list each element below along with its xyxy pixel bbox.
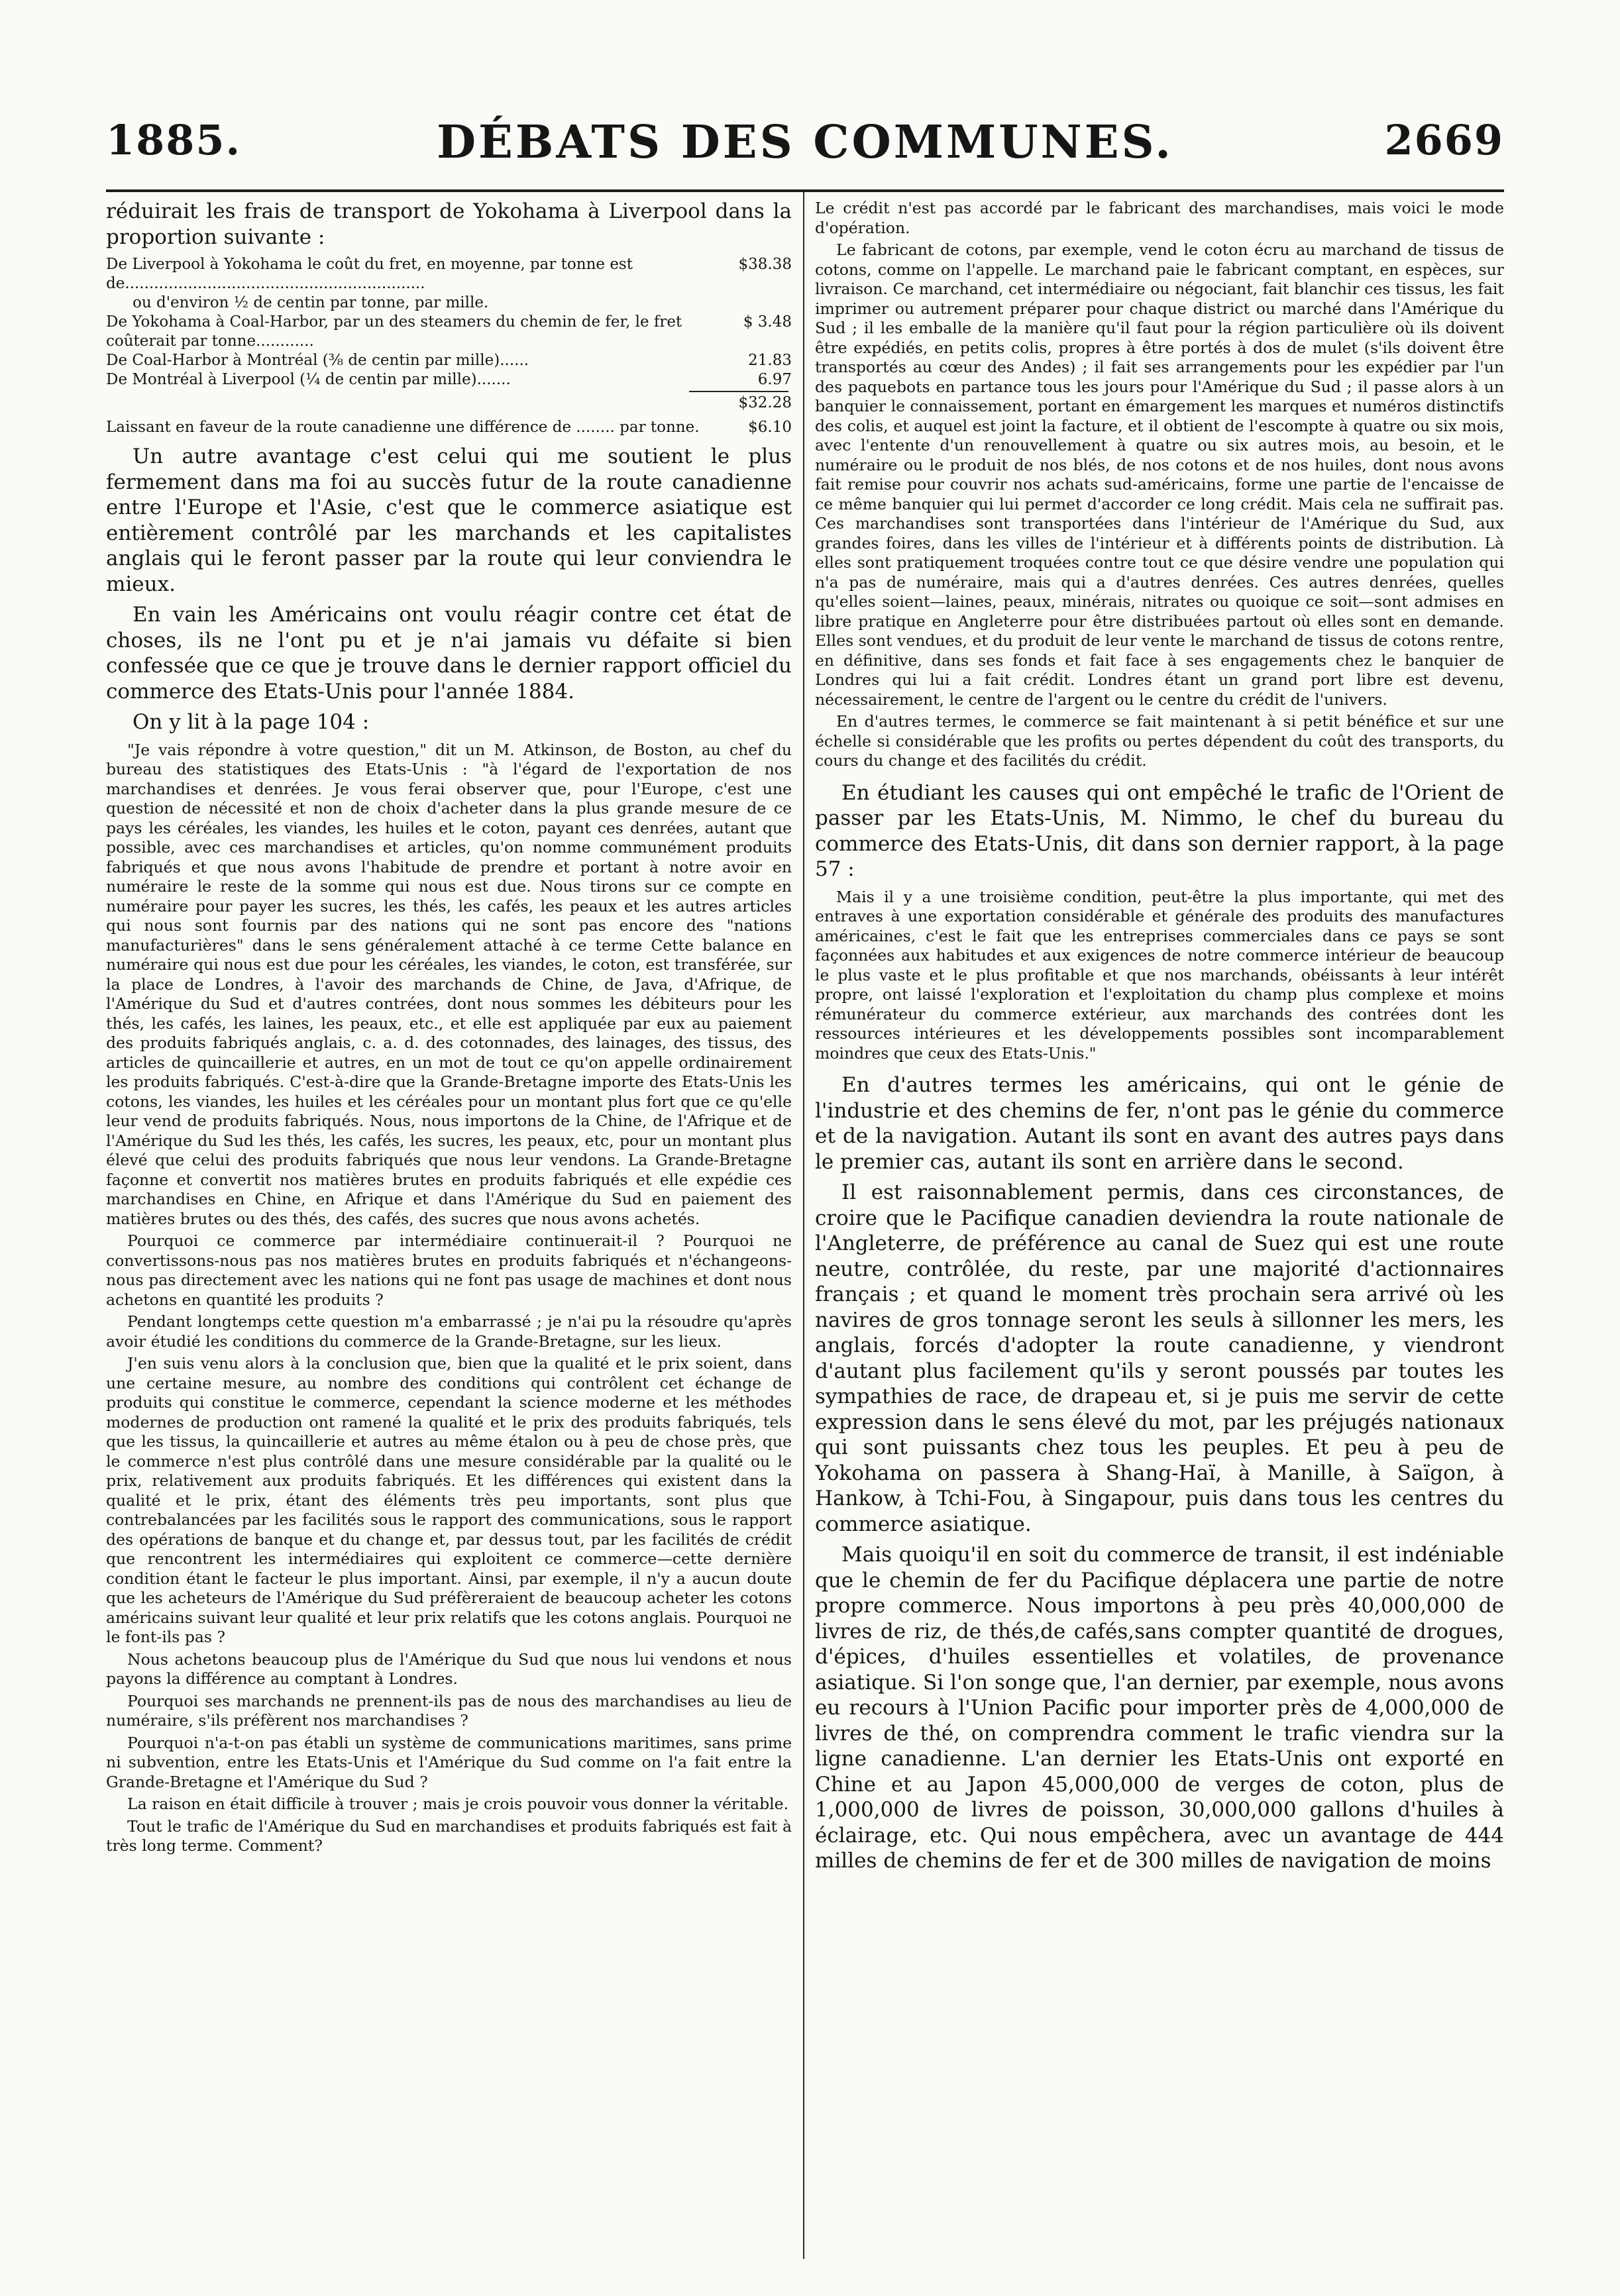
table-amount: $6.10 [748, 419, 792, 436]
paragraph: Mais quoiqu'il en soit du commerce de transit, il est indéniable que le chemin de fer du Pacifique déplacera une partie de notre propre commerce. Nous importons à peu près 40,000,000 de livres de riz, de thés,de cafés,sans compter quantité de drogues, d'épices, d'huiles essentielles et volatiles, de provenance asiatique. Si l'on songe que, l'an dernier, par exemple, nous avons eu recours à l'Union Pacific pour importer près de 4,000,000 de livres de thé, on comprendra comment le trafic viendra sur la ligne canadienne. L'an dernier les Etats-Unis ont exporté en Chine et au Japon 45,000,000 de verges de coton, plus de 1,000,000 de livres de poisson, 30,000,000 gallons d'huiles à éclairage, etc. Qui nous empêchera, avec un avantage de 444 milles de chemins de fer et de 300 milles de navigation de moins [815, 1543, 1504, 1873]
quote-paragraph: Le crédit n'est pas accordé par le fabricant des marchandises, mais voici le mode d'opération. [815, 199, 1504, 237]
intro-paragraph: réduirait les frais de transport de Yokohama à Liverpool dans la proportion suivante : [106, 199, 792, 249]
header-rule [106, 189, 1504, 192]
table-amount: $38.38 [738, 256, 792, 273]
column-divider [803, 192, 804, 2259]
table-label: Laissant en faveur de la route canadienne une différence de ........ par tonne. [106, 419, 700, 436]
table-row [106, 370, 792, 390]
table-row [106, 418, 792, 437]
table-row [106, 313, 792, 351]
total-rule [689, 391, 788, 392]
quote-paragraph: En d'autres termes, le commerce se fait maintenant à si petit bénéfice et sur une échelle si considérable que les profits ou pertes dépendent du coût des transports, du cours du change et des facilités du crédit. [815, 712, 1504, 770]
table-label: De Montréal à Liverpool (¼ de centin par mille)....... [106, 371, 511, 388]
freight-table [106, 255, 792, 437]
table-total: $32.28 [738, 394, 792, 411]
paragraph: Il est raisonnablement permis, dans ces circonstances, de croire que le Pacifique canadien deviendra la route nationale de l'Angleterre, de préférence au canal de Suez qui est une route neutre, contrôlée, du reste, par une majorité d'actionnaires français ; et quand le moment très prochain sera arrivé où les navires de gros tonnage seront les seuls à sillonner les mers, les anglais, forcés d'adopter la route canadienne, y viendront d'autant plus facilement qu'ils y seront poussés par toutes les sympathies de race, de drapeau et, si je puis me servir de cette expression dans le sens élevé du mot, par les préjugés nationaux qui sont puissants chez tous les peuples. Et peu à peu de Yokohama on passera à Shang-Haï, à Manille, à Saïgon, à Hankow, à Tchi-Fou, à Singapour, puis dans tous les centres du commerce asiatique. [815, 1180, 1504, 1536]
quote-paragraph: "Je vais répondre à votre question," dit un M. Atkinson, de Boston, au chef du bureau des statistiques des Etats-Unis : "à l'égard de l'exportation de nos marchandises et denrées. Je vous ferai observer que, pour l'Europe, c'est une question de nécessité et non de choix d'acheter dans la plus grande mesure de ce pays les céréales, les viandes, les huiles et le coton, payant ces denrées, autant que possible, avec ces marchandises et articles, qu'on nomme communément produits fabriqués et que nous avons l'habitude de prendre et portant à notre avoir en numéraire le reste de la somme qui nous est due. Nous tirons sur ce compte en numéraire pour payer les sucres, les thés, les cafés, les peaux et les autres articles qui nous sont fournis par des nations qui ne sont pas encore des "nations manufacturières" dans le sens généralement attaché à ce terme Cette balance en numéraire qui nous est due pour les céréales, les viandes, le coton, est transférée, sur la place de Londres, à l'avoir des marchands de Chine, de Java, d'Afrique, de l'Amérique du Sud et d'autres contrées, dont nous sommes les débiteurs pour les thés, les cafés, les laines, les peaux, etc., et elle est appliquée par eux au paiement des produits fabriqués anglais, c. a. d. des cotonnades, des lainages, des tissus, des articles de quincaillerie et autres, en un mot de tout ce qu'on appelle ordinairement les produits fabriqués. C'est-à-dire que la Grande-Bretagne importe des Etats-Unis les cotons, les viandes, les huiles et les céréales pour un montant plus fort que ce qu'elle leur vend de produits fabriqués. Nous, nous importons de la Chine, de l'Afrique et de l'Amérique du Sud les thés, les cafés, les sucres, les peaux, etc, pour un montant plus élevé que celui des produits fabriqués que nous leur vendons. La Grande-Bretagne façonne et convertit nos matières brutes en produits fabriqués et elle expédie ces marchandises en Chine, en Afrique et dans l'Amérique du Sud en paiement des matières brutes ou des thés, des cafés, des sucres que nous avons achetés. [106, 740, 792, 1228]
quote-paragraph: J'en suis venu alors à la conclusion que, bien que la qualité et le prix soient, dans une certaine mesure, au nombre des conditions qui contrôlent cet échange de produits qui constitue le commerce, cependant la science moderne et les méthodes modernes de production ont ramené la qualité et le prix des produits fabriqués, tels que les tissus, la quincaillerie et autres au même étalon ou à peu de chose près, que le commerce n'est plus contrôlé dans une mesure considérable par la qualité ou le prix, relativement aux produits fabriqués. Et les différences qui existent dans la qualité et le prix, étant des éléments très peu importants, sont plus que contrebalancées par les facilités sous le rapport des communications, sous le rapport des opérations de banque et du change et, par dessus tout, par les facilités de crédit que rencontrent les intermédiaires qui exploitent ce commerce—cette dernière condition étant le facteur le plus important. Ainsi, par exemple, il n'y a aucun doute que les acheteurs de l'Amérique du Sud préfèreraient de beaucoup acheter les cotons américains suivant leur qualité et leur prix relatifs que les cotons anglais. Pourquoi ne le font-ils pas ? [106, 1354, 792, 1646]
table-label: ou d'environ ½ de centin par tonne, par mille. [133, 294, 489, 311]
quote-paragraph: Tout le trafic de l'Amérique du Sud en marchandises et produits fabriqués est fait à très long terme. Comment? [106, 1816, 792, 1855]
table-label: De Coal-Harbor à Montréal (⅜ de centin par mille)...... [106, 352, 529, 369]
page-number: 2669 [1384, 116, 1504, 164]
paragraph: Un autre avantage c'est celui qui me soutient le plus fermement dans ma foi au succès futur de la route canadienne entre l'Europe et l'Asie, c'est que le commerce asiatique est entièrement contrôlé par les marchands et les capitalistes anglais qui le feront passer par la route qui leur conviendra le mieux. [106, 444, 792, 596]
quote-paragraph: Pourquoi ses marchands ne prennent-ils pas de nous des marchandises au lieu de numéraire, s'ils préfèrent nos marchandises ? [106, 1691, 792, 1730]
quote-paragraph: Le fabricant de cotons, par exemple, vend le coton écru au marchand de tissus de cotons, comme on l'appelle. Le marchand paie le fabricant comptant, en espèces, sur livraison. Ce marchand, cet intermédiaire ou négociant, fait blanchir ces tissus, les fait imprimer ou autrement préparer pour chaque district ou marché dans l'Amérique du Sud ; il les emballe de la manière qu'il faut pour la région particulière où ils doivent être expédiés, en petits colis, propres à être portés à dos de mulet (s'ils doivent être transportés au cœur des Andes) ; il fait ses arrangements pour les expédier par l'un des paquebots en partance tous les jours pour l'Amérique du Sud ; il passe alors à un banquier le connaissement, portant en émargement les marques et numéros distinctifs des colis, et auquel est joint la facture, et il obtient de l'escompte à quatre ou six mois, avec l'entente d'un renouvellement à quatre ou six autres mois, au besoin, et le numéraire ou le produit de nos blés, de nos cotons et de nos huiles, dont nous avons fait remise pour couvrir nos achats sud-américains, forme une partie de l'encaisse de ce même banquier qui lui permet d'accorder ce long crédit. Mais cela ne suffirait pas. Ces marchandises sont transportées dans l'intérieur de l'Amérique du Sud, aux grandes foires, dans les villes de l'intérieur et à différents points de distribution. Là elles sont pratiquement troquées contre tout ce que désire vendre une population qui n'a pas de numéraire, mais qui a d'autres denrées. Ces autres denrées, quelles qu'elles soient—laines, peaux, minérais, nitrates ou quoique ce soit—sont admises en libre pratique en Angleterre pour être distribuées partout où elles sont en demande. Elles sont vendues, et du produit de leur vente le marchand de tissus de cotons rentre, en définitive, dans ses fonds et fait face à ses engagements chez le banquier de Londres qui lui a fait crédit. Londres étant un grand port libre est devenu, nécessairement, le centre de l'argent ou le centre du crédit de l'univers. [815, 240, 1504, 709]
paragraph: En d'autres termes les américains, qui ont le génie de l'industrie et des chemins de fer, n'ont pas le génie du commerce et de la navigation. Autant ils sont en avant des autres pays dans le premier cas, autant ils sont en arrière dans le second. [815, 1073, 1504, 1174]
quote-paragraph: La raison en était difficile à trouver ; mais je crois pouvoir vous donner la véritable. [127, 1795, 789, 1813]
quote-paragraph: Mais il y a une troisième condition, peut-être la plus importante, qui met des entraves à une exportation considérable et générale des produits des manufactures américaines, c'est le fait que les entreprises commerciales dans ce pays se sont façonnées aux habitudes et aux exigences de notre commerce intérieur de beaucoup le plus vaste et le plus profitable et que nos marchands, obéissants à leur intérêt propre, ont laissé l'exploration et l'exploitation du champ plus complexe et moins rémunérateur du commerce extérieur, aux marchands des contrées dont les ressources intérieures et les développements possibles sont incomparablement moindres que ceux des Etats-Unis." [815, 887, 1504, 1063]
page-header [106, 116, 1504, 176]
left-column [106, 199, 792, 2259]
header-year: 1885. [106, 116, 242, 164]
table-row [106, 293, 792, 313]
quote-paragraph: Nous achetons beaucoup plus de l'Amérique du Sud que nous lui vendons et nous payons la différence au comptant à Londres. [106, 1649, 792, 1688]
paragraph: On y lit à la page 104 : [133, 710, 370, 734]
table-amount: 6.97 [757, 371, 792, 388]
table-label: De Yokohama à Coal-Harbor, par un des steamers du chemin de fer, le fret coûterait par tonne............ [106, 313, 682, 350]
table-label: De Liverpool à Yokohama le coût du fret, en moyenne, par tonne est de.............................................................. [106, 256, 633, 292]
table-amount: 21.83 [748, 352, 792, 369]
right-column [815, 199, 1504, 2259]
table-row [106, 393, 792, 413]
table-row [106, 351, 792, 370]
paragraph: En vain les Américains ont voulu réagir contre cet état de choses, ils ne l'ont pu et je n'ai jamais vu défaite si bien confessée que ce que je trouve dans le dernier rapport officiel du commerce des Etats-Unis pour l'année 1884. [106, 603, 792, 704]
quote-paragraph: Pendant longtemps cette question m'a embarrassé ; je n'ai pu la résoudre qu'après avoir étudié les conditions du commerce de la Grande-Bretagne, sur les lieux. [106, 1312, 792, 1351]
table-row [106, 255, 792, 293]
paragraph: En étudiant les causes qui ont empêché le trafic de l'Orient de passer par les Etats-Unis, M. Nimmo, le chef du bureau du commerce des Etats-Unis, dit dans son dernier rapport, à la page 57 : [815, 780, 1504, 881]
quote-paragraph: Pourquoi n'a-t-on pas établi un système de communications maritimes, sans prime ni subvention, entre les Etats-Unis et l'Amérique du Sud comme on l'a fait entre la Grande-Bretagne et l'Amérique du Sud ? [106, 1733, 792, 1791]
quote-paragraph: Pourquoi ce commerce par intermédiaire continuerait-il ? Pourquoi ne convertissons-nous pas nos matières brutes en produits fabriqués et n'échangeons-nous pas directement avec les nations qui ne font pas usage de machines et dont nous achetons en quantité les produits ? [106, 1231, 792, 1309]
table-amount: $ 3.48 [743, 313, 792, 331]
page-title: DÉBATS DES COMMUNES. [437, 116, 1173, 169]
